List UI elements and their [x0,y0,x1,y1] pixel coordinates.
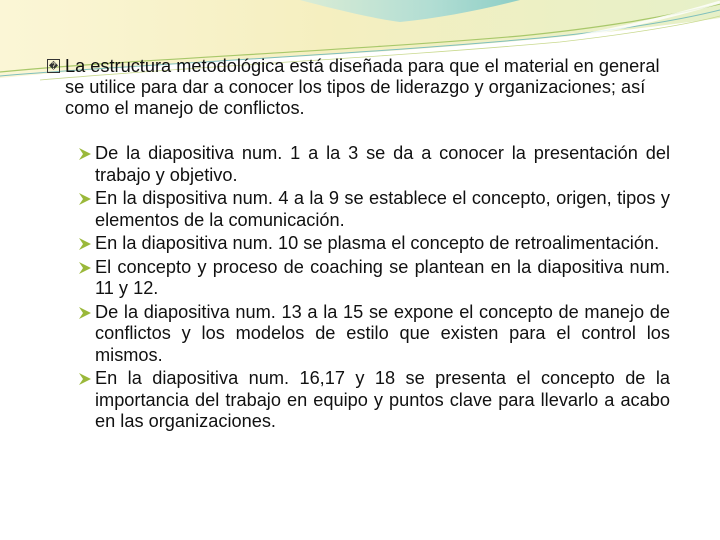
list-item-text: De la diapositiva num. 1 a la 3 se da a conocer la presentación del trabajo y objetivo. [95,143,670,185]
list-item [47,188,670,231]
list-item [47,143,670,186]
arrow-bullet-icon [78,372,92,386]
list-item [47,233,670,255]
arrow-bullet-icon [78,261,92,275]
list-item-text: En la dispositiva num. 4 a la 9 se establece el concepto, origen, tipos y elementos de la comunicación. [95,188,670,230]
intro-text: La estructura metodológica está diseñada para que el material en general se utilice para dar a conocer los tipos de liderazgo y organizaciones; así como el manejo de conflictos. [65,56,660,118]
list-item [47,302,670,367]
arrow-bullet-icon [78,192,92,206]
arrow-bullet-icon [78,306,92,320]
list-item [47,257,670,300]
list-item [47,368,670,433]
missing-glyph-bullet-icon: � [48,61,59,71]
arrow-bullet-icon [78,147,92,161]
list-item-text: El concepto y proceso de coaching se plantean en la diapositiva num. 11 y 12. [95,256,670,298]
list-item-text: En la diapositiva num. 16,17 y 18 se presenta el concepto de la importancia del trabajo en equipo y puntos clave para llevarlo a acabo en las organizaciones. [95,368,670,431]
bullet-list [47,143,670,433]
slide-content [47,56,670,435]
list-item-text: En la diapositiva num. 10 se plasma el concepto de retroalimentación. [95,233,660,253]
intro-paragraph [47,56,670,119]
list-item-text: De la diapositiva num. 13 a la 15 se expone el concepto de manejo de conflictos y los modelos de estilo que existen para el control los mismos. [95,301,670,365]
arrow-bullet-icon [78,237,92,251]
